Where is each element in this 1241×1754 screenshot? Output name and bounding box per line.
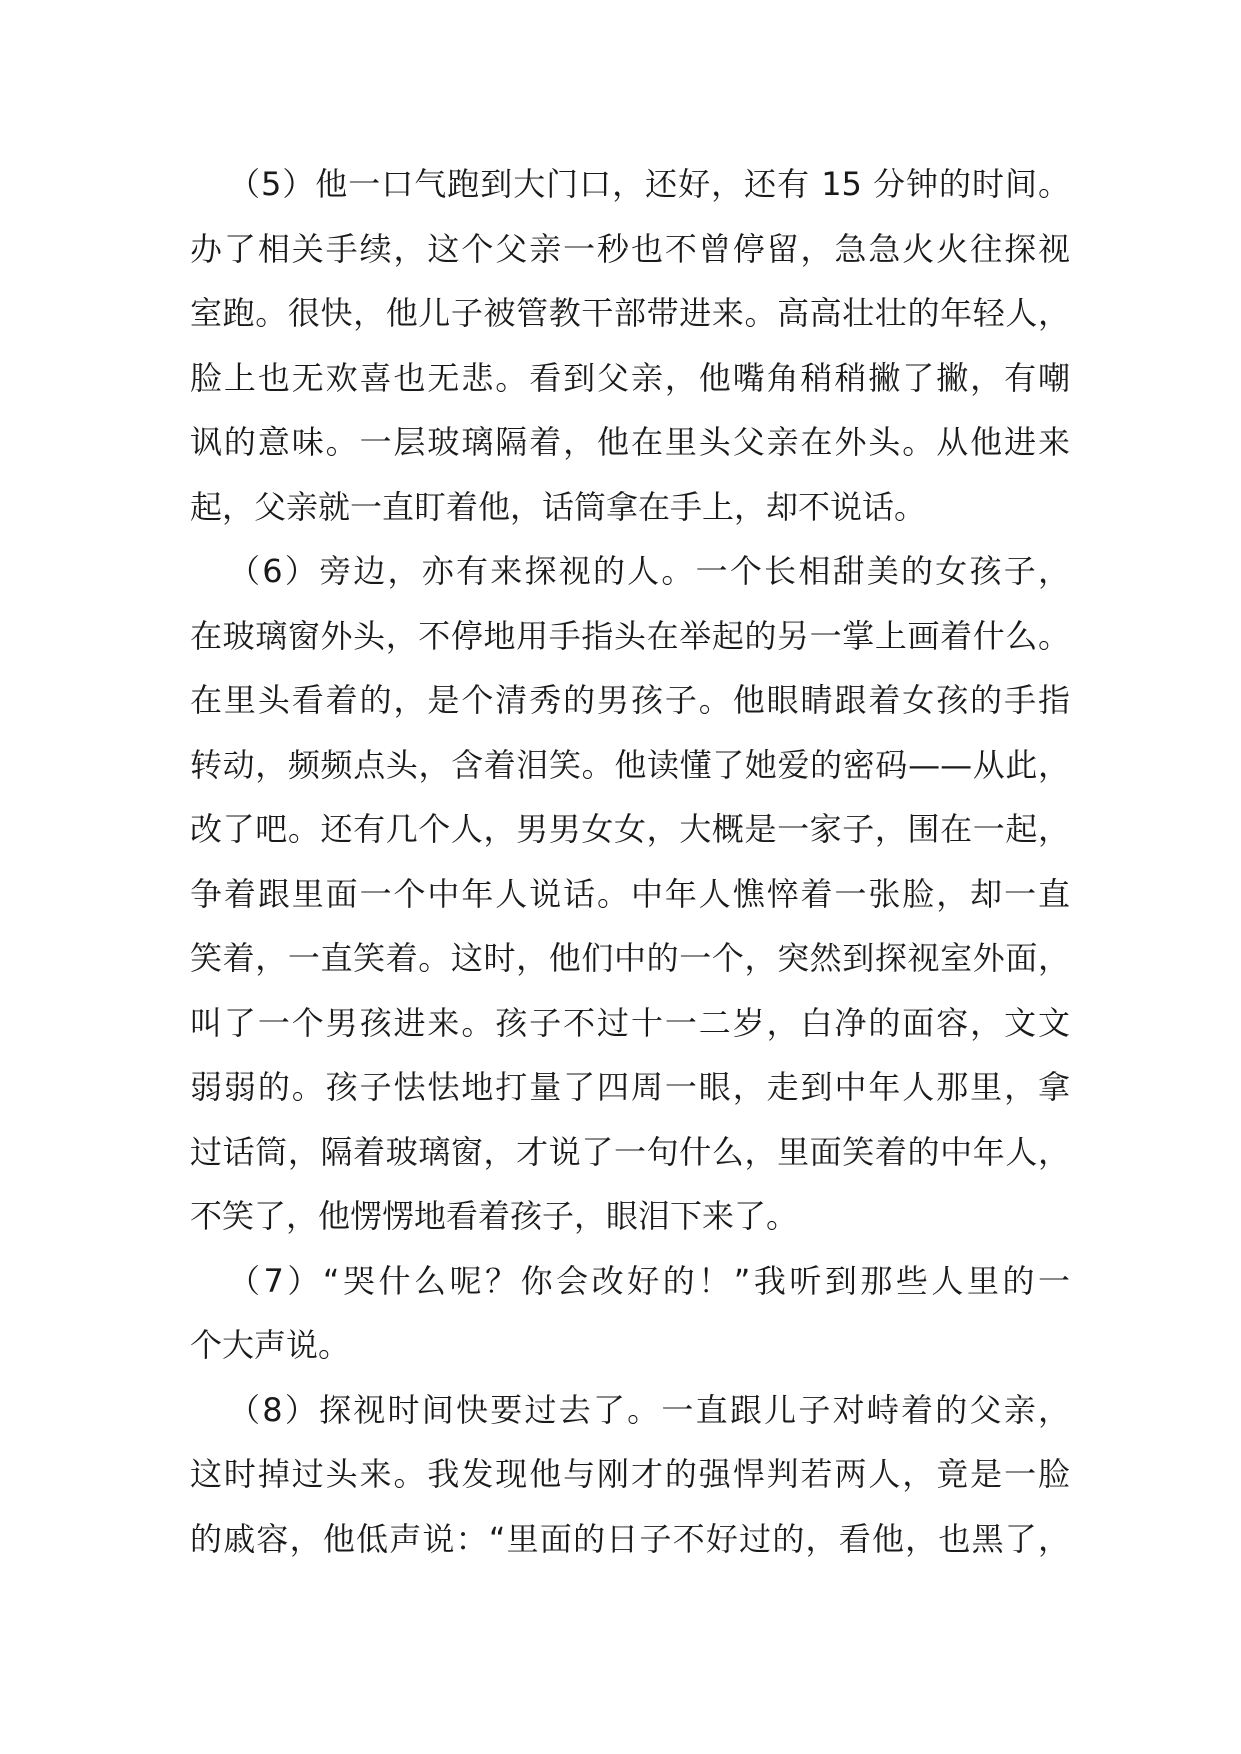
- text-line: 争着跟里面一个中年人说话。中年人憔悴着一张脸，却一直: [190, 874, 1070, 913]
- text-line: 在玻璃窗外头，不停地用手指头在举起的另一掌上画着什么。: [190, 616, 1070, 655]
- paragraph-5: [190, 152, 1070, 539]
- text-line: 在里头看着的，是个清秀的男孩子。他眼睛跟着女孩的手指: [190, 681, 1070, 719]
- text-line: （5）他一口气跑到大门口，还好，还有 15 分钟的时间。: [228, 165, 1070, 203]
- paragraph-7: [190, 1249, 1070, 1378]
- text-line: 讽的意味。一层玻璃隔着，他在里头父亲在外头。从他进来: [190, 423, 1070, 461]
- text-line: 转动，频频点头，含着泪笑。他读懂了她爱的密码——从此，: [190, 745, 1070, 784]
- paragraph-8: [190, 1378, 1070, 1572]
- text-line: 这时掉过头来。我发现他与刚才的强悍判若两人，竟是一脸: [190, 1455, 1070, 1493]
- text-line: （8）探视时间快要过去了。一直跟儿子对峙着的父亲，: [228, 1390, 1070, 1429]
- text-line: （6）旁边，亦有来探视的人。一个长相甜美的女孩子，: [228, 552, 1070, 590]
- text-line: 笑着，一直笑着。这时，他们中的一个，突然到探视室外面，: [190, 939, 1070, 977]
- text-line: 不笑了，他愣愣地看着孩子，眼泪下来了。: [190, 1197, 799, 1235]
- text-line: 起，父亲就一直盯着他，话筒拿在手上，却不说话。: [190, 487, 927, 526]
- text-line: 过话筒，隔着玻璃窗，才说了一句什么，里面笑着的中年人，: [190, 1132, 1070, 1171]
- text-line: 室跑。很快，他儿子被管教干部带进来。高高壮壮的年轻人，: [190, 294, 1070, 332]
- paragraph-6: [190, 539, 1070, 1249]
- text-line: 弱弱的。孩子怯怯地打量了四周一眼，走到中年人那里，拿: [190, 1068, 1070, 1106]
- text-line: （7）“哭什么呢？你会改好的！”我听到那些人里的一: [228, 1261, 1070, 1300]
- text-line: 个大声说。: [190, 1326, 351, 1364]
- text-line: 叫了一个男孩进来。孩子不过十一二岁，白净的面容，文文: [190, 1003, 1070, 1042]
- text-line: 的戚容，他低声说：“里面的日子不好过的，看他，也黑了，: [190, 1519, 1070, 1558]
- text-line: 改了吧。还有几个人，男男女女，大概是一家子，围在一起，: [190, 810, 1070, 848]
- text-line: 脸上也无欢喜也无悲。看到父亲，他嘴角稍稍撇了撇，有嘲: [190, 358, 1070, 397]
- article-body: [190, 152, 1070, 1571]
- text-line: 办了相关手续，这个父亲一秒也不曾停留，急急火火往探视: [190, 229, 1070, 268]
